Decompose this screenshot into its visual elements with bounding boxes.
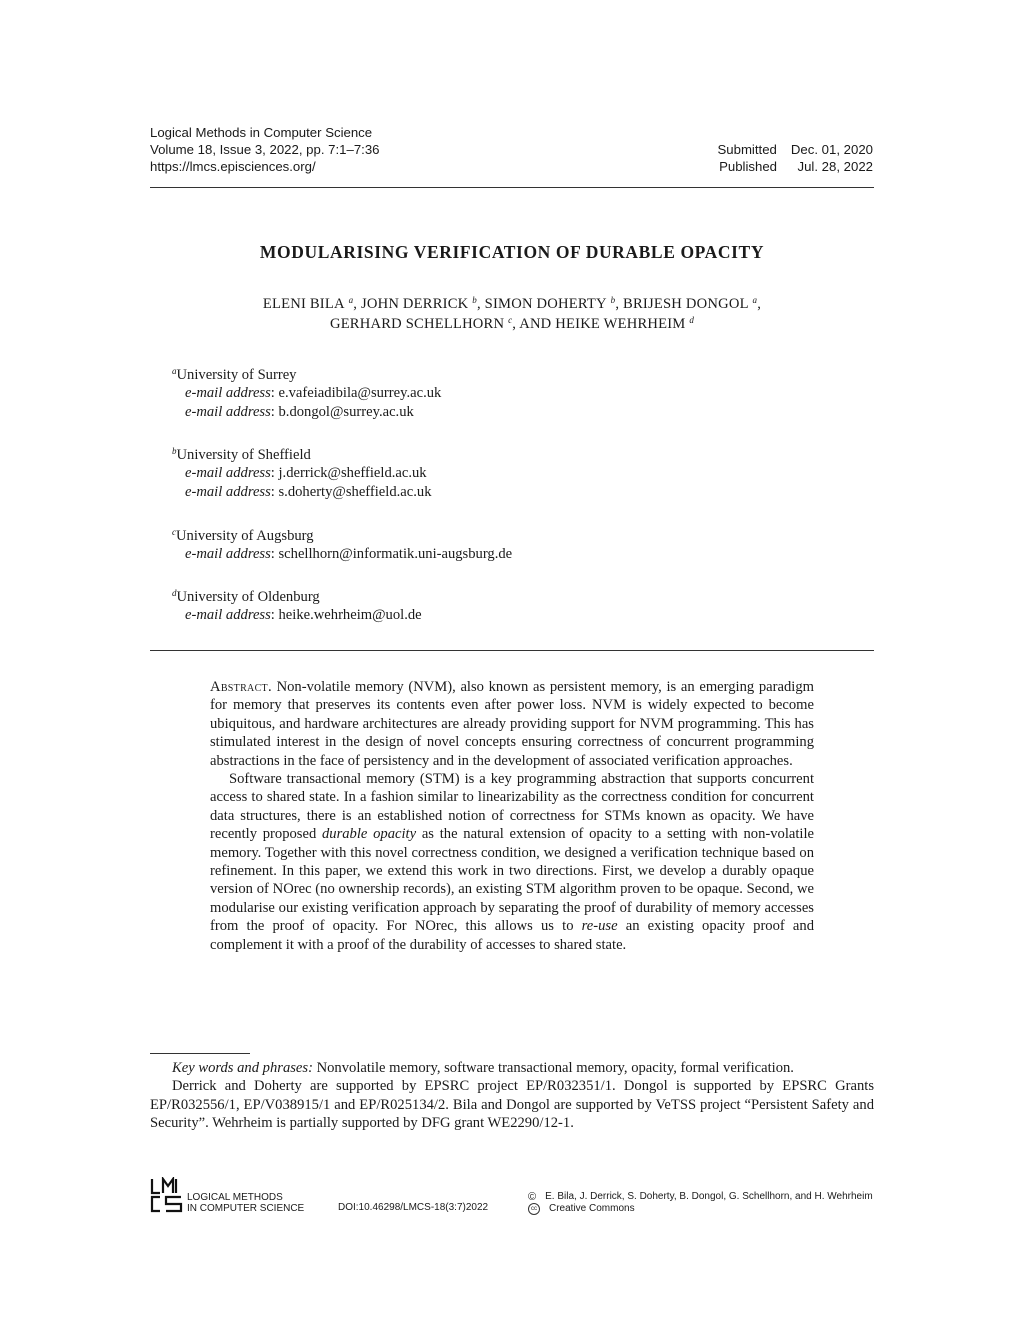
dates-info xyxy=(717,141,873,175)
submitted-row xyxy=(717,141,873,158)
abstract-emphasis: re-use xyxy=(581,918,618,935)
creative-commons-icon: cc xyxy=(528,1203,540,1215)
affil-name: University of Surrey xyxy=(176,367,297,383)
affil-name: University of Oldenburg xyxy=(176,589,320,605)
author-name: JOHN DERRICK xyxy=(360,296,469,312)
email-link[interactable]: e.vafeiadibila@surrey.ac.uk xyxy=(278,385,442,402)
author-line-1: ELENI BILA $^a$, JOHN DERRICK $^b$, SIMON DOHERTY $^b$, BRIJESH DONGOL $^a$, xyxy=(262,295,762,312)
paper-title: MODULARISING VERIFICATION OF DURABLE OPACITY xyxy=(259,242,765,262)
email-link[interactable]: b.dongol@surrey.ac.uk xyxy=(278,403,414,420)
journal-volume: Volume 18, Issue 3, 2022, pp. 7:1–7:36 xyxy=(150,142,380,157)
footnote-rule xyxy=(150,1053,250,1054)
email-label: e-mail address xyxy=(185,546,271,563)
author-affil-mark: b xyxy=(610,295,616,305)
submitted-label: Submitted xyxy=(717,142,777,157)
abstract xyxy=(210,678,814,954)
email-link[interactable]: heike.wehrheim@uol.de xyxy=(278,607,422,624)
email-link[interactable]: schellhorn@informatik.uni-augsburg.de xyxy=(278,546,513,563)
footnotes xyxy=(150,1059,874,1133)
published-row xyxy=(717,158,873,175)
email-link[interactable]: j.derrick@sheffield.ac.uk xyxy=(278,465,427,482)
abstract-text: Non-volatile memory (NVM), also known as persistent memory, is an emerging paradigm for memory that preserves its contents even after power loss. NVM is widely expected to become ubiquitous, and hardware architectures are already providing support for NVM programming. This has stimulated interest in the design of novel concepts ensuring correctness of concurrent programming abstractions in the face of persistency and in the development of associated verification approaches. xyxy=(210,679,814,769)
author-name: BRIJESH DONGOL xyxy=(623,296,749,312)
author-affil-mark: b xyxy=(472,295,477,305)
abstract-paragraph-2 xyxy=(210,770,814,954)
keywords-text: Nonvolatile memory, software transactional memory, opacity, formal verification. xyxy=(312,1060,794,1076)
author-name: SIMON DOHERTY xyxy=(484,296,607,312)
affiliation-surrey: $^a$University of Surrey e-mail address: e.vafeiadibila@surrey.ac.uk e-mail address: b.dongol@surrey.ac.uk xyxy=(172,366,442,420)
affil-mark: a xyxy=(172,366,177,376)
license-row xyxy=(528,1203,873,1215)
author-name: ELENI BILA xyxy=(262,296,345,312)
copyright-block xyxy=(528,1191,873,1215)
affil-mark: d xyxy=(172,588,177,598)
email-label: e-mail address xyxy=(185,483,271,500)
journal-url[interactable]: https://lmcs.episciences.org/ xyxy=(150,159,316,174)
author-affil-mark: c xyxy=(508,315,513,325)
journal-name: Logical Methods in Computer Science xyxy=(150,125,373,140)
affiliation-oldenburg: $^d$University of Oldenburg e-mail address: heike.wehrheim@uol.de xyxy=(172,588,422,624)
keywords-label: Key words and phrases: xyxy=(172,1060,313,1076)
author-conjunction: AND xyxy=(519,316,552,332)
header-rule xyxy=(150,187,874,188)
copyright-icon: © xyxy=(528,1191,537,1203)
email-label: e-mail address xyxy=(185,465,271,482)
journal-info xyxy=(150,124,380,175)
affiliation-augsburg: $^c$University of Augsburg e-mail address: schellhorn@informatik.uni-augsburg.de xyxy=(172,527,513,563)
author-name: GERHARD SCHELLHORN xyxy=(329,316,505,332)
logo-line-1: LOGICAL METHODS xyxy=(187,1192,283,1203)
affil-mark: b xyxy=(172,446,177,456)
license-link[interactable]: Creative Commons xyxy=(549,1203,635,1214)
author-name: HEIKE WEHRHEIM xyxy=(555,316,686,332)
email-label: e-mail address xyxy=(185,385,271,402)
lmcs-logo-icon xyxy=(150,1177,183,1213)
abstract-text: an existing opacity proof and complement it with a proof of the durability of accesses to shared state. xyxy=(210,918,814,953)
keywords xyxy=(150,1059,874,1077)
copyright-row xyxy=(528,1191,873,1203)
abstract-text: as the natural extension of opacity to a setting with non-volatile memory. Together with this novel correctness condition, we designed a verification technique based on refinement. In this paper, we extend this work in two directions. First, we develop a durably opaque version of NOrec (no ownership records), an existing STM algorithm proven to be opaque. Second, we modularise our existing verification approach by separating the proof of durability of memory accesses from the proof of opacity. For NOrec, this allows us to xyxy=(210,826,814,935)
affiliation-rule xyxy=(150,650,874,651)
published-label: Published xyxy=(719,159,777,174)
affil-name: University of Sheffield xyxy=(176,447,311,463)
affil-mark: c xyxy=(172,527,176,537)
copyright-holders: E. Bila, J. Derrick, S. Doherty, B. Dongol, G. Schellhorn, and H. Wehrheim xyxy=(545,1191,873,1202)
abstract-label: Abstract. xyxy=(210,679,272,695)
logo-line-2: IN COMPUTER SCIENCE xyxy=(187,1203,305,1214)
submitted-date: Dec. 01, 2020 xyxy=(790,142,873,157)
abstract-text: Software transactional memory (STM) is a key programming abstraction that supports concurrent access to shared state. In a fashion similar to linearizability as the correctness condition for concurrent data structures, there is an established notion of correctness for STMs known as opacity. We have recently proposed xyxy=(210,771,814,843)
author-affil-mark: a xyxy=(752,295,758,305)
email-link[interactable]: s.doherty@sheffield.ac.uk xyxy=(278,483,432,500)
author-affil-mark: d xyxy=(689,315,695,325)
doi[interactable]: DOI:10.46298/LMCS-18(3:7)2022 xyxy=(338,1202,489,1213)
affiliation-sheffield: $^b$University of Sheffield e-mail address: j.derrick@sheffield.ac.uk e-mail address: s.doherty@sheffield.ac.uk xyxy=(172,446,432,500)
author-line-2: GERHARD SCHELLHORN $^c$, AND HEIKE WEHRHEIM $^d$ xyxy=(329,315,695,332)
logo-text xyxy=(187,1192,304,1214)
author-affil-mark: a xyxy=(348,295,354,305)
abstract-paragraph-1 xyxy=(210,678,814,770)
author-list xyxy=(150,294,874,334)
affil-name: University of Augsburg xyxy=(176,528,314,544)
abstract-emphasis: durable opacity xyxy=(321,826,417,843)
published-date: Jul. 28, 2022 xyxy=(797,159,873,174)
funding-note: Derrick and Doherty are supported by EPSRC project EP/R032351/1. Dongol is supported by EPSRC Grants EP/R032556/1, EP/V038915/1 and EP/R025134/2. Bila and Dongol are supported by VeTSS project “Persistent Safety and Security”. Wehrheim is partially supported by DFG grant WE2290/12-1. xyxy=(150,1078,874,1132)
email-label: e-mail address xyxy=(185,403,271,420)
email-label: e-mail address xyxy=(185,607,271,624)
